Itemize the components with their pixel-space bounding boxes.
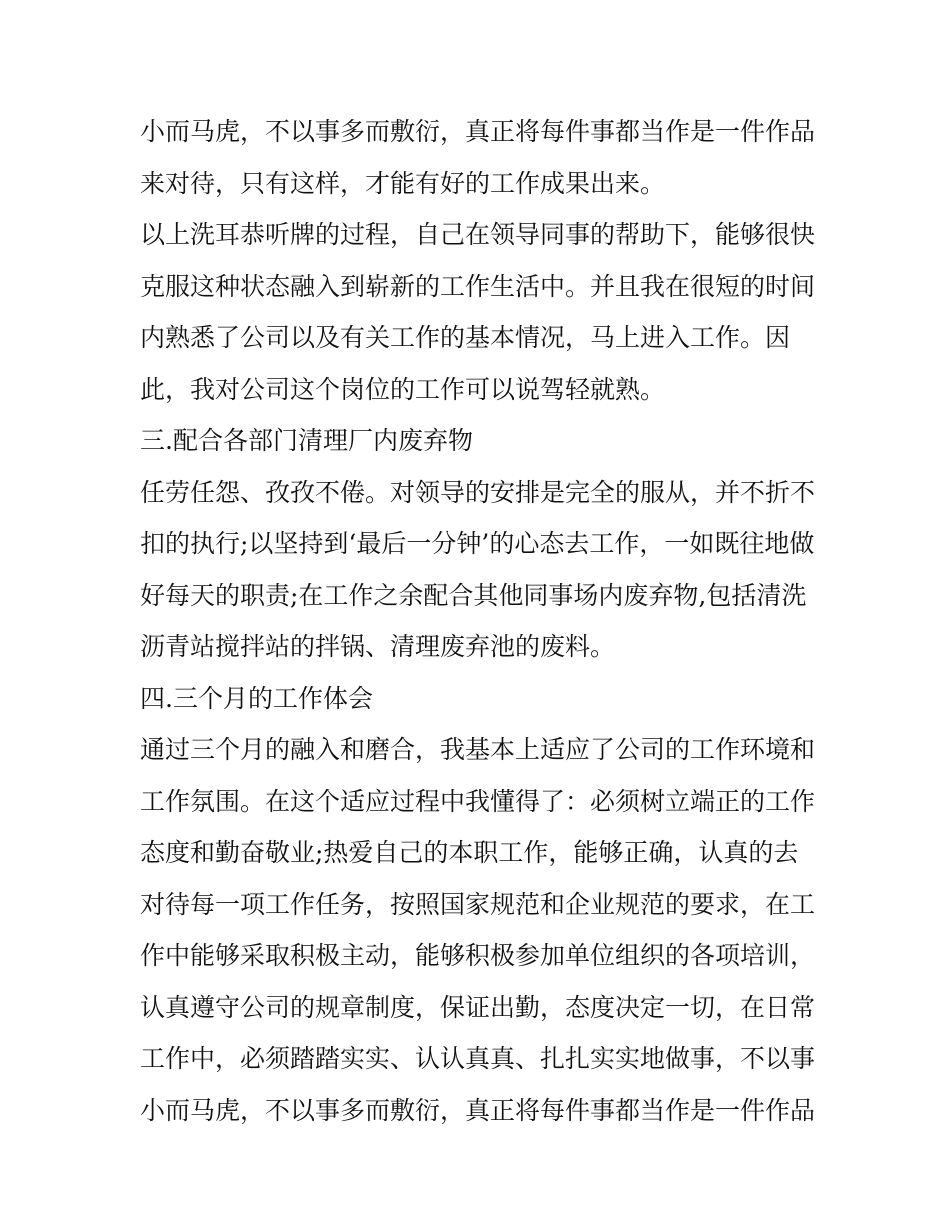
text-line: 内熟悉了公司以及有关工作的基本情况，马上进入工作。因 (140, 323, 791, 352)
text-line: 小而马虎，不以事多而敷衍，真正将每件事都当作是一件作品 (140, 117, 816, 146)
text-line: 好每天的职责;在工作之余配合其他同事场内废弃物,包括清洗 (140, 580, 807, 610)
text-line: 扣的执行;以坚持到‘最后一分钟’的心态去工作，一如既往地做 (140, 529, 815, 558)
section-heading: 四.三个月的工作体会 (140, 683, 373, 713)
text-line: 工作氛围。在这个适应过程中我懂得了：必须树立端正的工作 (140, 786, 816, 816)
text-line: 态度和勤奋敬业;热爱自己的本职工作，能够正确，认真的去 (140, 838, 799, 867)
text-line: 对待每一项工作任务，按照国家规范和企业规范的要求，在工 (140, 889, 816, 919)
text-line: 通过三个月的融入和磨合，我基本上适应了公司的工作环境和 (140, 735, 816, 764)
section-heading: 三.配合各部门清理厂内废弃物 (140, 426, 473, 455)
text-line: 任劳任怨、孜孜不倦。对领导的安排是完全的服从，并不折不 (140, 477, 816, 507)
text-line: 作中能够采取积极主动，能够积极参加单位组织的各项培训， (140, 941, 816, 970)
text-line: 来对待，只有这样，才能有好的工作成果出来。 (140, 168, 666, 198)
text-line: 此，我对公司这个岗位的工作可以说驾轻就熟。 (140, 374, 666, 404)
text-line: 认真遵守公司的规章制度，保证出勤，态度决定一切，在日常 (140, 992, 816, 1022)
text-line: 工作中，必须踏踏实实、认认真真、扎扎实实地做事，不以事 (140, 1044, 816, 1073)
text-line: 以上洗耳恭听牌的过程，自己在领导同事的帮助下，能够很快 (140, 220, 816, 249)
text-line: 克服这种状态融入到崭新的工作生活中。并且我在很短的时间 (140, 271, 816, 301)
text-line: 沥青站搅拌站的拌锅、清理废弃池的废料。 (140, 632, 616, 661)
document-body (140, 106, 820, 1136)
text-line: 小而马虎，不以事多而敷衍，真正将每件事都当作是一件作品 (140, 1095, 816, 1125)
